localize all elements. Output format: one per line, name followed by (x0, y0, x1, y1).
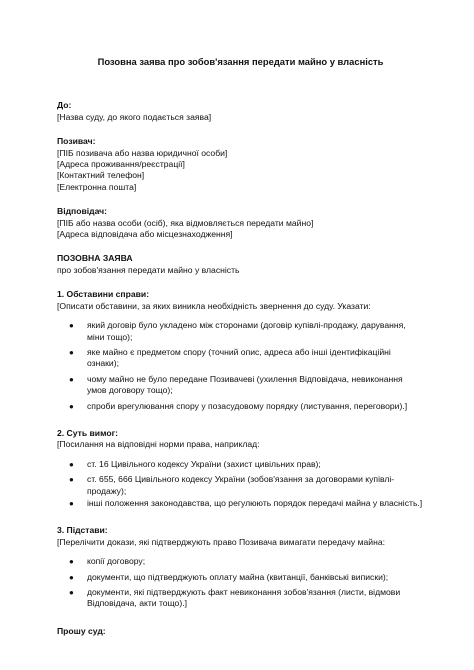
section3-heading: 3. Підстави: (57, 525, 108, 536)
plaintiff-address: [Адреса проживання/реєстрації] (57, 159, 185, 170)
bullet-icon: ● (69, 572, 74, 582)
list-item: ● копії договору; (69, 556, 146, 567)
section3-list (57, 556, 424, 610)
section2-intro: [Посилання на відповідні норми права, наприклад: (57, 439, 260, 450)
section2-list (57, 459, 424, 510)
bullet-icon: ● (69, 374, 74, 384)
bullet-icon: ● (69, 557, 74, 567)
bullet-icon: ● (69, 475, 74, 485)
plaintiff-email: [Електронна пошта] (57, 181, 137, 192)
list-item: ● ст. 16 Цивільного кодексу України (захист цивільних прав); (69, 458, 321, 469)
claim-subheading: про зобов'язання передати майно у власність (57, 264, 240, 275)
plaintiff-name: [ПІБ позивача або назва юридичної особи] (57, 147, 228, 158)
section1-intro: [Описати обставини, за яких виникла необхідність звернення до суду. Указати: (57, 300, 371, 311)
request-heading: Прошу суд: (57, 625, 106, 636)
list-item: ● інші положення законодавства, що регулюють порядок передачі майна у власність.] (69, 497, 423, 508)
list-item: ● який договір було укладено між сторонами (договір купівлі-продажу, дарування, міни тощо); (69, 320, 406, 342)
defendant-name: [ПІБ або назва особи (осіб), яка відмовляється передати майно] (57, 217, 314, 228)
bullet-icon: ● (69, 588, 74, 597)
defendant-label: Відповідач: (57, 206, 108, 217)
bullet-icon: ● (69, 321, 74, 331)
list-item: ● спроби врегулювання спору у позасудовому порядку (листування, переговори).] (69, 400, 408, 411)
to-court: [Назва суду, до якого подається заява] (57, 111, 212, 122)
list-item: ● чому майно не було передане Позивачеві (ухилення Відповідача, невиконання умов договору тощо); (69, 373, 403, 396)
section-circumstances (57, 289, 424, 412)
claim-heading: ПОЗОВНА ЗАЯВА (57, 253, 133, 264)
section1-list (57, 320, 424, 412)
section3-intro: [Перелічити докази, які підтверджують право Позивача вимагати передачу майна: (57, 536, 385, 547)
section-grounds (57, 525, 424, 609)
defendant-address: [Адреса відповідача або місцезнаходження] (57, 229, 233, 240)
list-item: ● документи, які підтверджують факт невиконання зобов'язання (листи, відмови Відповідача, акти тощо).] (69, 587, 401, 609)
section-claims (57, 428, 424, 509)
section2-heading: 2. Суть вимог: (57, 427, 119, 438)
section1-heading: 1. Обставини справи: (57, 289, 150, 300)
to-label: До: (57, 100, 72, 111)
claim-block (57, 253, 424, 276)
bullet-icon: ● (69, 347, 74, 357)
to-block (57, 100, 424, 123)
bullet-icon: ● (69, 401, 74, 411)
request-block (57, 626, 424, 637)
defendant-block (57, 206, 424, 240)
plaintiff-block (57, 136, 424, 193)
list-item: ● ст. 655, 666 Цивільного кодексу України (зобов'язання за договорами купівлі-продажу); (69, 474, 395, 496)
bullet-icon: ● (69, 459, 74, 469)
bullet-icon: ● (69, 498, 74, 508)
plaintiff-label: Позивач: (57, 136, 96, 147)
list-item: ● яке майно є предметом спору (точний опис, адреса або інші ідентифікаційні ознаки); (69, 346, 391, 369)
document-title: Позовна заява про зобов'язання передати майно у власність (97, 56, 384, 67)
plaintiff-phone: [Контактний телефон] (57, 170, 145, 181)
list-item: ● документи, що підтверджують оплату майна (квитанції, банківські виписки); (69, 571, 389, 582)
